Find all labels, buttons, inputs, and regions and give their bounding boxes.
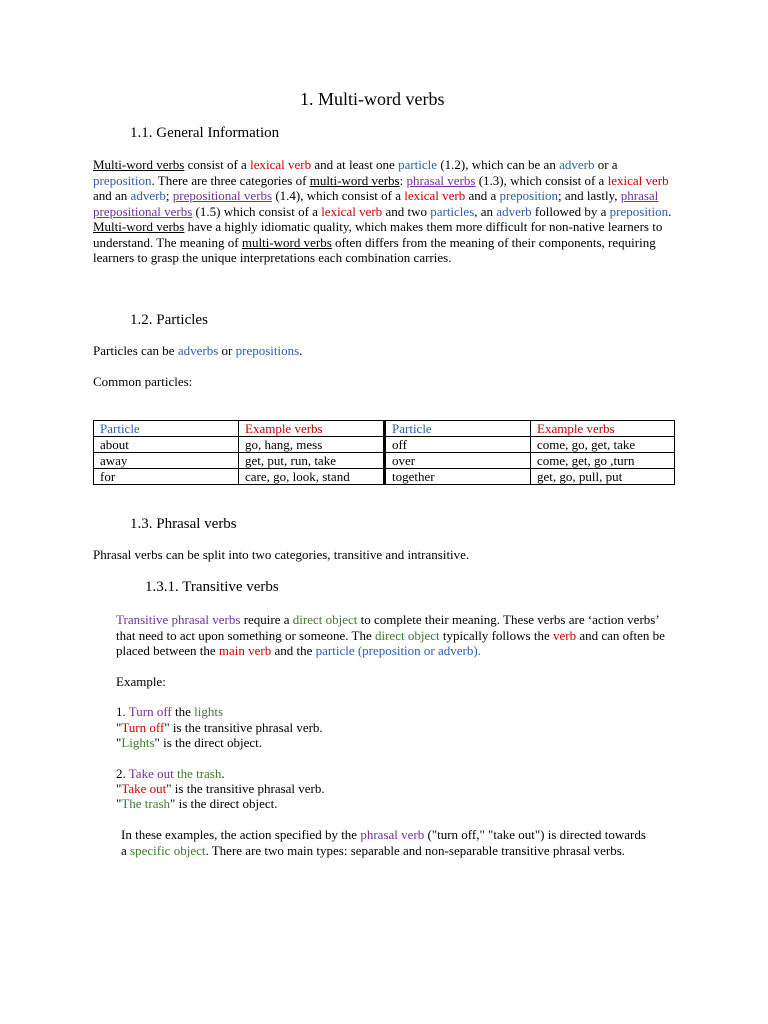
table-row	[94, 453, 675, 469]
text-run: to complete their meaning. These verbs are ‘action verbs’ that need to act upon something or someone. The	[116, 612, 659, 643]
text-run: " is the direct object.	[154, 735, 263, 750]
table-header-cell: Particle	[94, 421, 239, 437]
table-cell: together	[385, 469, 531, 485]
text-run: followed by a	[531, 203, 610, 219]
highlighted-term: particles	[430, 203, 475, 219]
highlighted-term: phrasal verb	[360, 827, 425, 842]
table-cell: go, hang, mess	[239, 437, 385, 453]
highlighted-term: direct object	[292, 612, 358, 627]
section-heading-general-information: 1.1. General Information	[130, 125, 280, 141]
text-run: In these examples, the action specified by the	[121, 827, 361, 842]
example-1-verb-note	[116, 720, 323, 736]
highlighted-term: phrasal verbs	[406, 172, 476, 188]
example-label: Example:	[116, 674, 166, 689]
table-header-row	[94, 421, 675, 437]
text-run: . There are two main types: separable and non-separable transitive phrasal verbs.	[205, 842, 626, 858]
text-run: and the	[271, 643, 316, 658]
table-cell: for	[94, 469, 239, 485]
highlighted-term: Take out	[128, 766, 174, 781]
highlighted-term: adverb	[559, 157, 595, 172]
text-run: have a highly idiomatic quality, which makes them more difficult for non-native learners to understand. The meaning of	[93, 219, 663, 250]
highlighted-term: Turn off	[128, 704, 172, 719]
table-cell: over	[385, 453, 531, 469]
example-1-sentence	[116, 704, 223, 720]
text-run: typically follows the	[439, 627, 553, 643]
text-run: "	[116, 735, 122, 750]
highlighted-term: multi-word verbs	[241, 234, 332, 250]
highlighted-term: particle (preposition or adverb).	[315, 643, 481, 658]
general-information-paragraph	[93, 157, 675, 266]
highlighted-term: Lights	[121, 735, 155, 750]
text-run: , an	[474, 203, 497, 219]
transitive-verbs-paragraph	[116, 612, 668, 659]
common-particles-label: Common particles:	[93, 374, 193, 389]
text-run: Particles can be	[93, 343, 178, 358]
text-run: ;	[165, 188, 173, 203]
highlighted-term: multi-word verbs	[309, 172, 400, 188]
text-run: (1.3), which consist of a	[475, 172, 608, 188]
highlighted-term: preposition	[499, 188, 559, 203]
text-run: "	[116, 796, 122, 811]
text-run: " is the transitive phrasal verb.	[166, 781, 325, 796]
example-1-object-note	[116, 735, 262, 751]
table-row	[94, 437, 675, 453]
text-run: the	[171, 704, 195, 719]
table-row	[94, 469, 675, 485]
text-run: ("turn off," "take out") is directed towards a	[121, 827, 646, 858]
table-header-cell: Particle	[385, 421, 531, 437]
text-run: .	[221, 766, 225, 781]
text-run: 1.	[116, 704, 129, 719]
highlighted-term: lexical verb	[321, 203, 383, 219]
table-cell: get, put, run, take	[239, 453, 385, 469]
text-run: "	[116, 781, 122, 796]
highlighted-term: preposition	[609, 203, 669, 219]
text-run: require a	[240, 612, 293, 627]
text-run: and at least one	[311, 157, 399, 172]
text-run: (1.5) which consist of a	[192, 203, 322, 219]
highlighted-term: Multi-word verbs	[93, 157, 185, 172]
text-run: ; and lastly,	[558, 188, 621, 203]
text-run: 2.	[116, 766, 129, 781]
text-run: .	[668, 203, 672, 219]
example-2-object-note	[116, 796, 278, 812]
text-run: .	[299, 343, 303, 358]
highlighted-term: lexical verb	[250, 157, 312, 172]
text-run: "	[116, 720, 122, 735]
table-header-cell: Example verbs	[531, 421, 675, 437]
transitive-examples-summary	[121, 827, 651, 858]
table-cell: come, go, get, take	[531, 437, 675, 453]
text-run: often differs from the meaning of their components, requiring learners to grasp the unique interpretations each combination carries.	[93, 234, 656, 265]
text-run: (1.4), which consist of a	[272, 188, 405, 203]
text-run: and an	[93, 188, 131, 203]
text-run: " is the transitive phrasal verb.	[164, 720, 323, 735]
table-cell: off	[385, 437, 531, 453]
page-title: 1. Multi-word verbs	[300, 89, 445, 109]
highlighted-term: the trash	[176, 766, 222, 781]
particles-intro-line	[93, 343, 302, 359]
text-run: " is the direct object.	[170, 796, 278, 811]
highlighted-term: The trash	[121, 796, 171, 811]
highlighted-term: prepositions	[235, 343, 300, 358]
text-run: consist of a	[184, 157, 251, 172]
highlighted-term: prepositional verbs	[172, 188, 273, 203]
section-heading-phrasal-verbs: 1.3. Phrasal verbs	[130, 516, 237, 532]
highlighted-term: main verb	[218, 643, 272, 658]
text-run: and two	[382, 203, 431, 219]
highlighted-term: lights	[194, 704, 224, 719]
text-run: . There are three categories of	[151, 172, 310, 188]
highlighted-term: direct object	[374, 627, 440, 643]
text-run: and a	[465, 188, 500, 203]
phrasal-verbs-intro: Phrasal verbs can be split into two categories, transitive and intransitive.	[93, 547, 470, 562]
table-cell: about	[94, 437, 239, 453]
text-run: (1.2), which can be an	[437, 157, 560, 172]
example-2-verb-note	[116, 781, 325, 797]
section-heading-particles: 1.2. Particles	[130, 312, 208, 328]
table-cell: away	[94, 453, 239, 469]
highlighted-term: adverbs	[177, 343, 219, 358]
highlighted-term: particle	[398, 157, 438, 172]
particles-table	[93, 420, 675, 485]
table-cell: come, get, go ,turn	[531, 453, 675, 469]
highlighted-term: lexical verb	[404, 188, 466, 203]
highlighted-term: preposition	[93, 172, 152, 188]
table-header-cell: Example verbs	[239, 421, 385, 437]
subsection-heading-transitive-verbs: 1.3.1. Transitive verbs	[145, 579, 279, 595]
highlighted-term: Take out	[121, 781, 167, 796]
text-run: and can often be placed between the	[116, 627, 665, 658]
highlighted-term: adverb	[496, 203, 532, 219]
highlighted-term: adverb	[130, 188, 166, 203]
highlighted-term: Transitive phrasal verbs	[116, 612, 241, 627]
example-2-sentence	[116, 766, 225, 782]
table-cell: care, go, look, stand	[239, 469, 385, 485]
highlighted-term: Multi-word verbs	[93, 219, 185, 234]
highlighted-term: lexical verb	[607, 172, 669, 188]
text-run: or a	[594, 157, 618, 172]
highlighted-term: Turn off	[121, 720, 165, 735]
text-run: or	[218, 343, 236, 358]
highlighted-term: specific object	[130, 842, 206, 858]
text-run: :	[399, 172, 407, 188]
highlighted-term: verb	[552, 627, 577, 643]
table-cell: get, go, pull, put	[531, 469, 675, 485]
highlighted-term: phrasal prepositional verbs	[93, 188, 659, 219]
